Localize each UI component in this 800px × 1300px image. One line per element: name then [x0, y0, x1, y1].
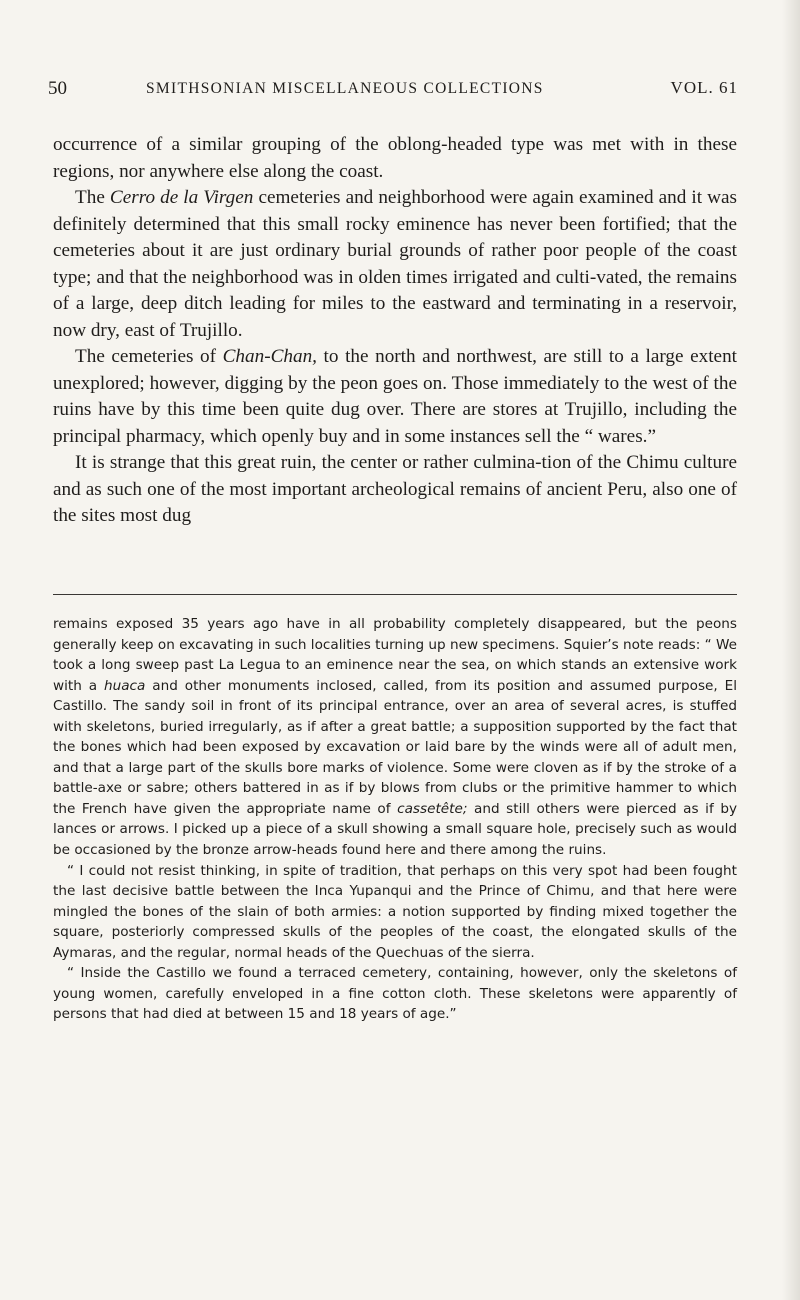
- journal-title: SMITHSONIAN MISCELLANEOUS COLLECTIONS: [146, 80, 544, 97]
- paragraph-chimu-culture: It is strange that this great ruin, the center or rather culmina-tion of the Chimu culture and as such one of the most important archeological remains of ancient Peru, also one of the sites most dug: [53, 452, 737, 526]
- footnote-paragraph: “ I could not resist thinking, in spite of tradition, that perhaps on this very spot had been fought the last decisive battle between the Inca Yupanqui and the Prince of Chimu, and that here were mingled the bones of the slain of both armies: a notion supported by finding mixed together the square, posteriorly compressed skulls of the peoples of the coast, the elongated skulls of the Aymaras, and the regular, normal heads of the Quechuas of the sierra.: [53, 862, 737, 961]
- paragraph-text: cemeteries and neighborhood were again examined and it was definitely determined that this small rocky eminence has never been fortified; that the cemeteries about it are just ordinary burial grounds of rather poor people of the coast type; and that the neighborhood was in olden times irrigated and culti-vated, the remains of a large, deep ditch leading for miles to the eastward and terminating in a reservoir, now dry, east of Trujillo.: [53, 187, 737, 341]
- volume-label: VOL. 61: [670, 78, 738, 97]
- italic-place-name: Chan-Chan,: [222, 346, 317, 367]
- footnote-paragraph: [53, 614, 737, 861]
- footnote-text: and still others were pierced as if by lances or arrows. I picked up a piece of a skull showing a small square hole, precisely such as would be occasioned by the bronze arrow-heads found here and there among the ruins.: [53, 800, 737, 859]
- paragraph-text: The cemeteries of: [75, 346, 223, 367]
- italic-place-name: Cerro de la Virgen: [109, 187, 254, 208]
- body-text: [53, 132, 737, 530]
- paragraph-text: The: [75, 187, 110, 208]
- footnote-block: [53, 614, 737, 1025]
- footnote-divider: [53, 594, 737, 595]
- footnote-text: and other monuments inclosed, called, from its position and assumed purpose, El Castillo. The sandy soil in front of its principal entrance, over an area of several acres, is stuffed with skeletons, buried irregularly, as if after a great battle; a supposition supported by the fact that the bones which had been exposed by excavation or laid bare by the winds were all of adult men, and that a large part of the skulls bore marks of violence. Some were cloven as if by the stroke of a battle-axe or sabre; others battered in as if by blows from clubs or the primitive hammer to which the French have given the appropriate name of: [53, 677, 737, 817]
- paragraph-cerro-de-la-virgen: [53, 185, 737, 344]
- running-head: [48, 78, 738, 108]
- footnote-paragraph: “ Inside the Castillo we found a terraced cemetery, containing, however, only the skeletons of young women, carefully enveloped in a fine cotton cloth. These skeletons were apparently of persons that had died at between 15 and 18 years of age.”: [53, 965, 737, 1023]
- paragraph-continuation: occurrence of a similar grouping of the oblong-headed type was met with in these regions, nor anywhere else along the coast.: [53, 134, 737, 182]
- italic-term: cassetête;: [397, 800, 468, 817]
- footnote-text: remains exposed 35 years ago have in all probability completely disappeared, but the peons generally keep on excavating in such localities turning up new specimens. Squier’s note reads: “ We took a long sweep past La Legua to an eminence near the sea, on which stands an extensive work with a: [53, 616, 737, 694]
- italic-term: huaca: [104, 677, 146, 694]
- paragraph-text: to the north and northwest, are still to a large extent unexplored; however, digging by the peon goes on. Those immediately to the west of the ruins have by this time been quite dug over. There are stores at Trujillo, including the principal pharmacy, which openly buy and in some instances sell the “ wares.”: [53, 346, 738, 447]
- page-number: 50: [48, 78, 67, 99]
- page-edge-shadow: [782, 0, 800, 1300]
- paragraph-chan-chan: [53, 344, 737, 450]
